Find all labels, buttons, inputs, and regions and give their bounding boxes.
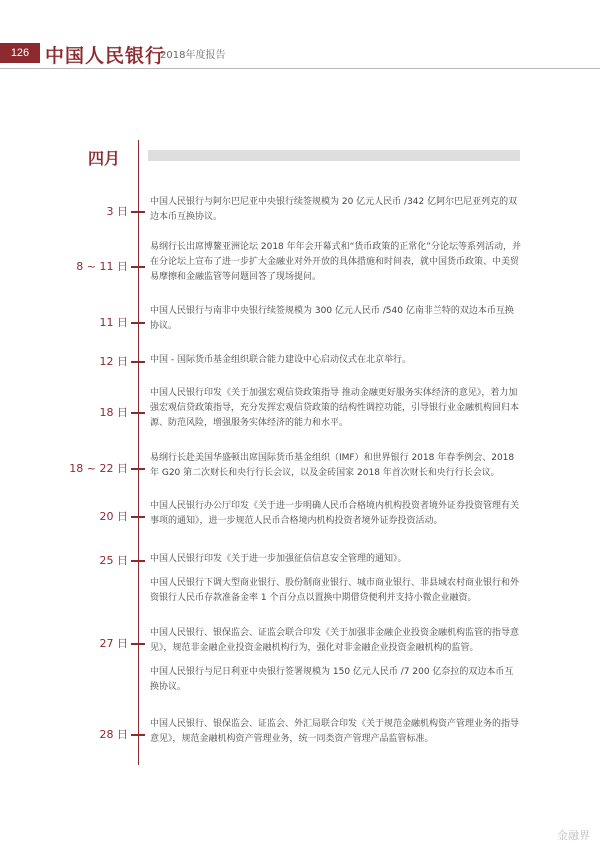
month-bar	[148, 150, 520, 161]
event-text: 中国人民银行印发《关于加强宏观信贷政策指导 推动金融更好服务实体经济的意见》，着力加强宏观信贷政策指导，充分发挥宏观信贷政策的结构性调控功能，引导银行业金融机构回归本源、防范风险，增强服务实体经济的能力和水平。	[150, 388, 520, 428]
timeline-tick	[131, 643, 145, 645]
timeline-tick	[131, 734, 145, 736]
event-text: 中国人民银行与南非中央银行续签规模为 300 亿元人民币 /540 亿南非兰特的双边本币互换协议。	[150, 306, 514, 331]
timeline-tick	[131, 361, 145, 363]
event-text: 中国人民银行下调大型商业银行、股份制商业银行、城市商业银行、非县域农村商业银行和外资银行人民币存款准备金率 1 个百分点以置换中期借贷便利并支持小微企业融资。	[150, 578, 520, 603]
page-number: 126	[0, 43, 40, 63]
event-text: 中国人民银行、银保监会、证监会、外汇局联合印发《关于规范金融机构资产管理业务的指导意见》，规范金融机构资产管理业务，统一同类资产管理产品监管标准。	[150, 719, 520, 744]
event-text: 中国人民银行、银保监会、证监会联合印发《关于加强非金融企业投资金融机构监管的指导意见》，规范非金融企业投资金融机构行为，强化对非金融企业投资金融机构的监管。	[150, 628, 520, 653]
event-date: 18 日	[99, 406, 128, 419]
event-date: 3 日	[106, 205, 128, 218]
event-date: 8 ~ 11 日	[76, 260, 128, 273]
event-text: 中国人民银行与尼日利亚中央银行签署规模为 150 亿元人民币 /7 200 亿奈拉的双边本币互换协议。	[150, 667, 514, 692]
event-date: 11 日	[99, 316, 128, 329]
event-date: 25 日	[99, 554, 128, 567]
page-header	[0, 40, 600, 68]
event-date: 27 日	[99, 637, 128, 650]
event-date: 18 ~ 22 日	[69, 462, 128, 475]
event-text: 中国人民银行办公厅印发《关于进一步明确人民币合格境内机构投资者境外证券投资管理有关事项的通知》，进一步规范人民币合格境内机构投资者境外证券投资活动。	[150, 501, 520, 526]
timeline-tick	[131, 266, 145, 268]
event-date: 20 日	[99, 510, 128, 523]
bank-logo-title: 中国人民银行	[45, 45, 166, 67]
event-text: 中国人民银行与阿尔巴尼亚中央银行续签规模为 20 亿元人民币 /342 亿阿尔巴尼亚列克的双边本币互换协议。	[150, 197, 518, 222]
event-text: 易纲行长赴美国华盛顿出席国际货币基金组织（IMF）和世界银行 2018 年春季例会、2018 年 G20 第二次财长和央行行长会议，以及金砖国家 2018 年首次财长和央行行长会议。	[150, 453, 515, 478]
timeline-tick	[131, 211, 145, 213]
timeline-tick	[131, 322, 145, 324]
timeline-tick	[131, 560, 145, 562]
header-divider	[0, 68, 600, 69]
event-text: 中国 - 国际货币基金组织联合能力建设中心启动仪式在北京举行。	[150, 355, 411, 365]
event-text: 中国人民银行印发《关于进一步加强征信信息安全管理的通知》。	[150, 554, 407, 564]
timeline-tick	[131, 468, 145, 470]
event-date: 12 日	[99, 355, 128, 368]
timeline-tick	[131, 516, 145, 518]
event-text: 易纲行长出席博鳌亚洲论坛 2018 年年会开幕式和“货币政策的正常化”分论坛等系列活动，并在分论坛上宣布了进一步扩大金融业对外开放的具体措施和时间表，就中国货币政策、中美贸易摩擦和金融监管等问题回答了现场提问。	[150, 242, 521, 282]
report-title: 2018年度报告	[160, 50, 226, 61]
timeline-tick	[131, 412, 145, 414]
event-date: 28 日	[99, 728, 128, 741]
month-heading: 四月	[88, 149, 121, 168]
watermark: 金融界	[557, 829, 590, 842]
timeline-line	[138, 140, 139, 765]
